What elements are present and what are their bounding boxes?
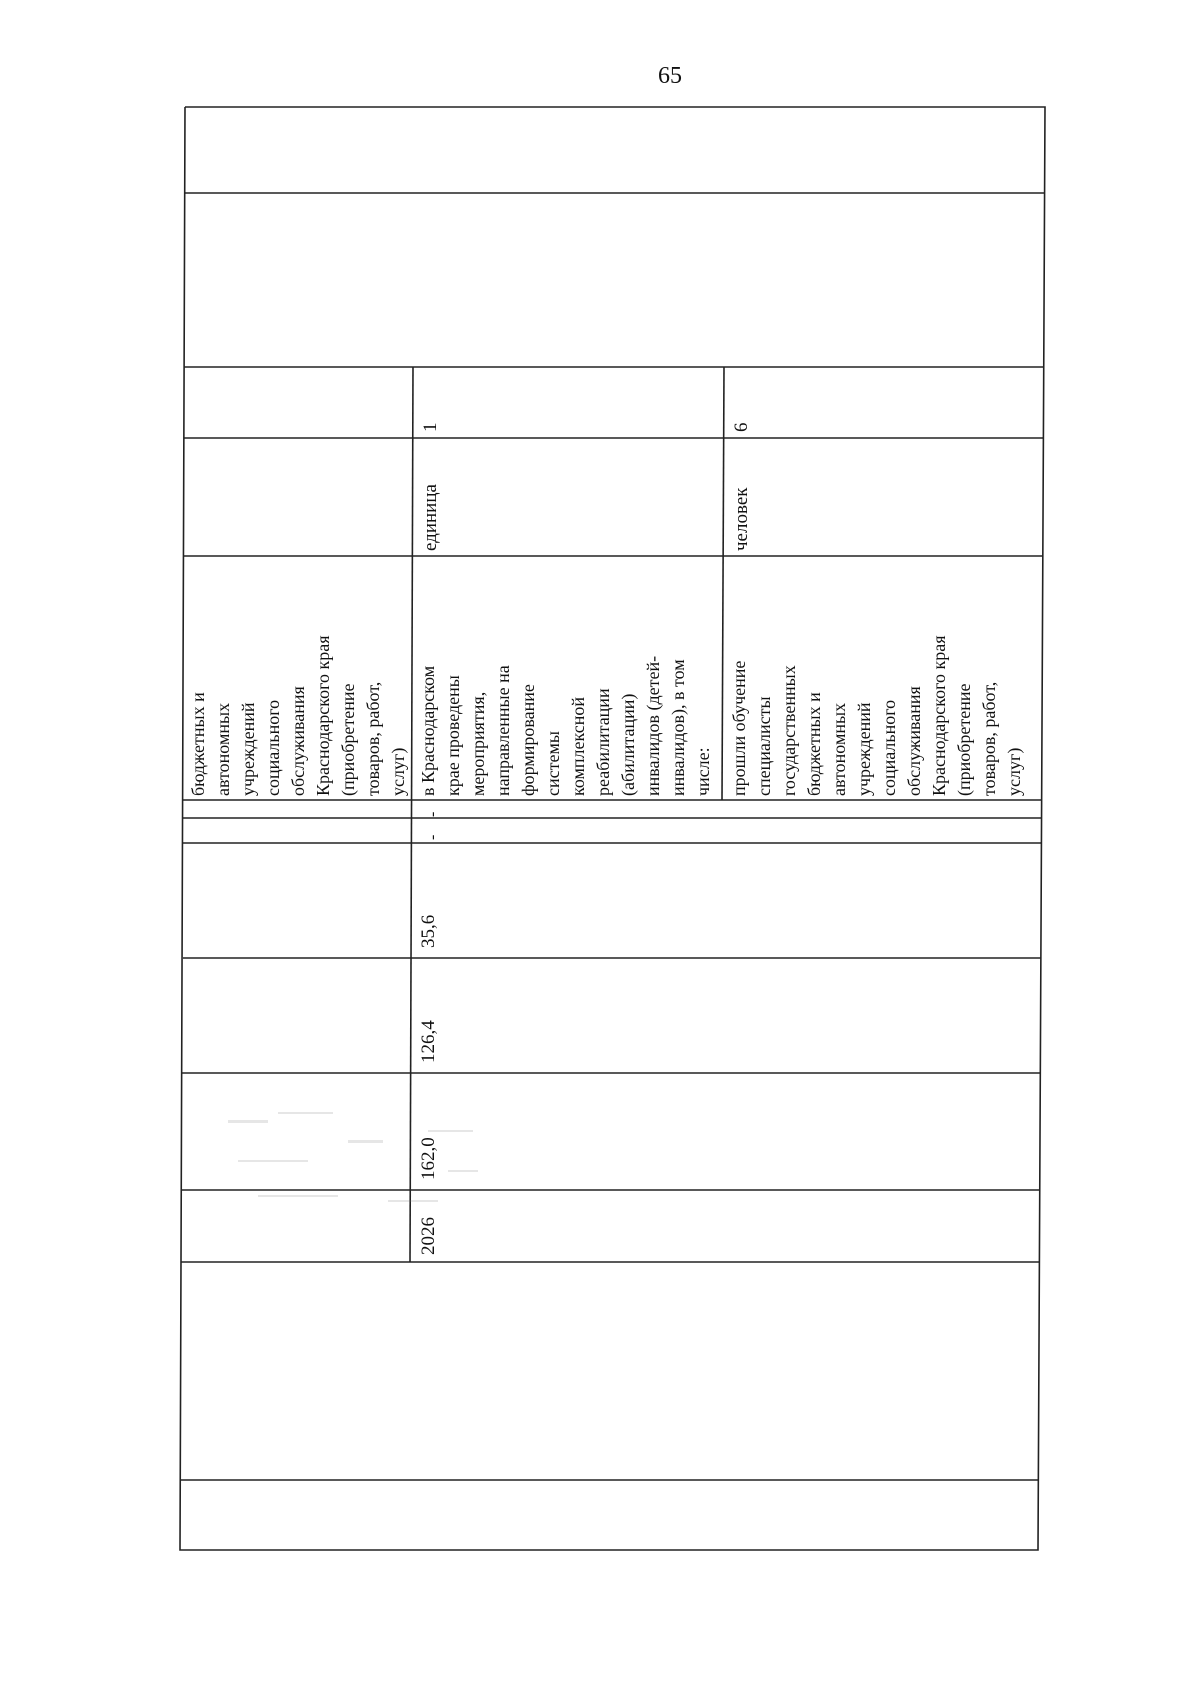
indicator-cell: в Краснодарском крае проведены мероприятия, направленные на формирование системы комплексной реабилитации (абилитации) инвалидов (детей- инвалидов), в том числе: bbox=[418, 655, 713, 796]
unit-cell: человек bbox=[731, 487, 752, 551]
dash-cell-a: - bbox=[424, 834, 441, 840]
scan-artifact bbox=[218, 1100, 518, 1220]
year-cell: 2026 bbox=[418, 1217, 439, 1255]
category-text-top: бюджетных и автономных учреждений социального обслуживания Краснодарского края (приобретение товаров, работ, услуг) bbox=[188, 635, 408, 796]
value-126-cell: 126,4 bbox=[418, 1020, 439, 1063]
unit-cell: единица bbox=[420, 484, 441, 551]
value-162-cell: 162,0 bbox=[418, 1137, 439, 1180]
indicator-cell: прошли обучение специалисты государственных бюджетных и автономных учреждений социального обслуживания Краснодарского края (приобретение товаров, работ, услуг) bbox=[729, 635, 1024, 796]
value-cell: 1 bbox=[420, 422, 441, 432]
value-35-cell: 35,6 bbox=[418, 914, 439, 948]
page-number: 65 bbox=[658, 63, 682, 89]
value-cell: 6 bbox=[731, 422, 752, 432]
dash-cell-b: - bbox=[424, 811, 441, 817]
